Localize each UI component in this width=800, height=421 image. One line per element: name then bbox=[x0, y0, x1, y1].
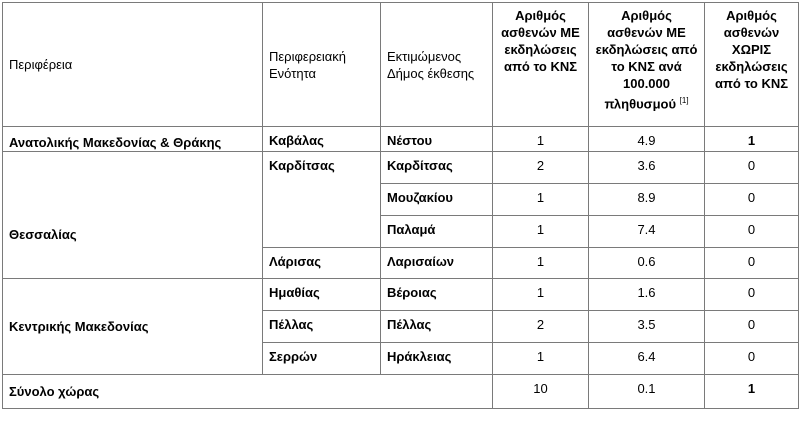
header-per100k bbox=[589, 3, 705, 127]
cases-table bbox=[2, 2, 799, 409]
header-unit: Περιφερειακή Ενότητα bbox=[263, 3, 381, 127]
total-label: Σύνολο χώρας bbox=[3, 375, 493, 409]
per100k-cell: 8.9 bbox=[589, 184, 705, 216]
without-cell: 1 bbox=[705, 127, 799, 152]
header-patients-without: Αριθμός ασθενών ΧΩΡΙΣ εκδηλώσεις από το ΚΝΣ bbox=[705, 3, 799, 127]
municipality-cell: Νέστου bbox=[381, 127, 493, 152]
header-per100k-text: Αριθμός ασθενών ΜΕ εκδηλώσεις από το ΚΝΣ ανά 100.000 πληθυσμού bbox=[595, 8, 698, 112]
total-row bbox=[3, 375, 799, 409]
per100k-cell: 7.4 bbox=[589, 216, 705, 248]
with-cell: 1 bbox=[493, 127, 589, 152]
with-cell: 1 bbox=[493, 184, 589, 216]
table-row bbox=[3, 127, 799, 152]
without-cell: 0 bbox=[705, 311, 799, 343]
unit-karditsa: Καρδίτσας bbox=[263, 152, 381, 248]
unit-serres: Σερρών bbox=[263, 343, 381, 375]
header-region: Περιφέρεια bbox=[3, 3, 263, 127]
footnote-ref: [1] bbox=[679, 96, 689, 105]
per100k-cell: 0.6 bbox=[589, 248, 705, 279]
unit-larisa: Λάρισας bbox=[263, 248, 381, 279]
with-cell: 2 bbox=[493, 311, 589, 343]
per100k-cell: 3.5 bbox=[589, 311, 705, 343]
with-cell: 1 bbox=[493, 216, 589, 248]
total-without: 1 bbox=[705, 375, 799, 409]
table-row bbox=[3, 152, 799, 184]
header-row bbox=[3, 3, 799, 127]
unit-kavala: Καβάλας bbox=[263, 127, 381, 152]
with-cell: 1 bbox=[493, 279, 589, 311]
municipality-cell: Βέροιας bbox=[381, 279, 493, 311]
with-cell: 1 bbox=[493, 248, 589, 279]
per100k-cell: 1.6 bbox=[589, 279, 705, 311]
without-cell: 0 bbox=[705, 184, 799, 216]
per100k-cell: 4.9 bbox=[589, 127, 705, 152]
region-central-macedonia: Κεντρικής Μακεδονίας bbox=[3, 279, 263, 375]
unit-pella: Πέλλας bbox=[263, 311, 381, 343]
municipality-cell: Πέλλας bbox=[381, 311, 493, 343]
with-cell: 1 bbox=[493, 343, 589, 375]
per100k-cell: 6.4 bbox=[589, 343, 705, 375]
without-cell: 0 bbox=[705, 152, 799, 184]
municipality-cell: Μουζακίου bbox=[381, 184, 493, 216]
municipality-cell: Λαρισαίων bbox=[381, 248, 493, 279]
municipality-cell: Καρδίτσας bbox=[381, 152, 493, 184]
total-with: 10 bbox=[493, 375, 589, 409]
region-thessaly: Θεσσαλίας bbox=[3, 152, 263, 279]
without-cell: 0 bbox=[705, 279, 799, 311]
unit-imathia: Ημαθίας bbox=[263, 279, 381, 311]
table-row bbox=[3, 279, 799, 311]
municipality-cell: Ηράκλειας bbox=[381, 343, 493, 375]
per100k-cell: 3.6 bbox=[589, 152, 705, 184]
header-municipality: Εκτιμώμενος Δήμος έκθεσης bbox=[381, 3, 493, 127]
without-cell: 0 bbox=[705, 343, 799, 375]
municipality-cell: Παλαμά bbox=[381, 216, 493, 248]
without-cell: 0 bbox=[705, 216, 799, 248]
region-amth: Ανατολικής Μακεδονίας & Θράκης bbox=[3, 127, 263, 152]
with-cell: 2 bbox=[493, 152, 589, 184]
header-patients-with: Αριθμός ασθενών ΜΕ εκδηλώσεις από το ΚΝΣ bbox=[493, 3, 589, 127]
without-cell: 0 bbox=[705, 248, 799, 279]
total-per100k: 0.1 bbox=[589, 375, 705, 409]
